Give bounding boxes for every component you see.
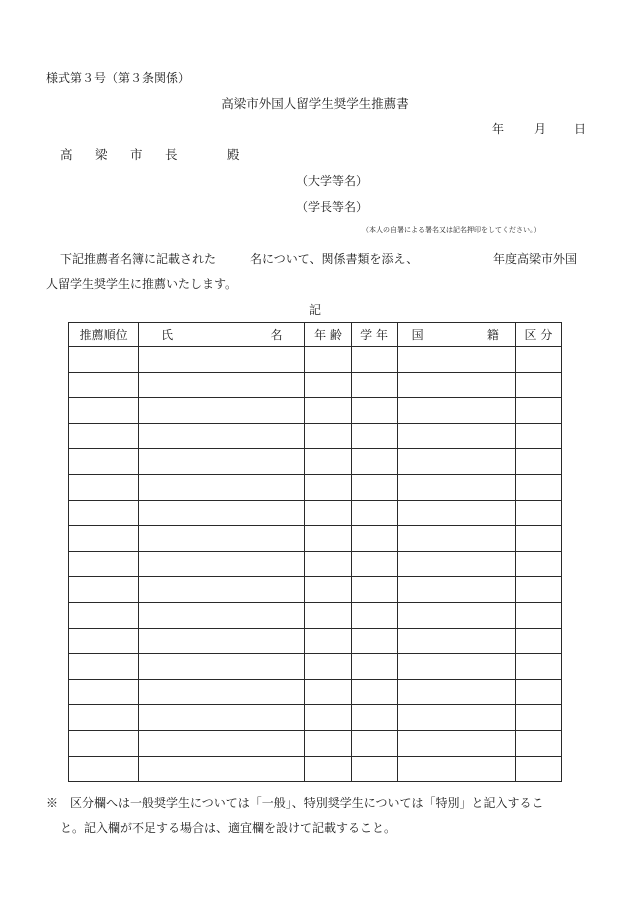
grade-cell[interactable] bbox=[351, 730, 397, 756]
name-cell[interactable] bbox=[139, 628, 305, 654]
header-grade: 学 年 bbox=[351, 323, 397, 347]
age-cell[interactable] bbox=[305, 730, 351, 756]
grade-cell[interactable] bbox=[351, 423, 397, 449]
nationality-cell[interactable] bbox=[397, 705, 515, 731]
grade-cell[interactable] bbox=[351, 756, 397, 782]
table-header-row bbox=[69, 323, 562, 347]
table-row bbox=[69, 449, 562, 475]
grade-cell[interactable] bbox=[351, 679, 397, 705]
header-rank: 推薦順位 bbox=[69, 323, 139, 347]
grade-cell[interactable] bbox=[351, 449, 397, 475]
nationality-cell[interactable] bbox=[397, 756, 515, 782]
nationality-cell[interactable] bbox=[397, 398, 515, 424]
category-cell[interactable] bbox=[515, 474, 561, 500]
addressee-char: 市 bbox=[130, 147, 143, 162]
note-line-1: ※ 区分欄へは一般奨学生については「一般」、特別奨学生については「特別」と記入するこ bbox=[46, 796, 544, 810]
category-cell[interactable] bbox=[515, 679, 561, 705]
nationality-cell[interactable] bbox=[397, 347, 515, 373]
table-row bbox=[69, 577, 562, 603]
university-name-label: （大学等名） bbox=[296, 174, 369, 188]
body-line-1 bbox=[60, 251, 577, 267]
grade-cell[interactable] bbox=[351, 602, 397, 628]
date-year: 年 bbox=[492, 122, 505, 136]
grade-cell[interactable] bbox=[351, 654, 397, 680]
table-row bbox=[69, 628, 562, 654]
table-row bbox=[69, 474, 562, 500]
name-cell[interactable] bbox=[139, 679, 305, 705]
age-cell[interactable] bbox=[305, 577, 351, 603]
nationality-cell[interactable] bbox=[397, 577, 515, 603]
rank-cell[interactable] bbox=[69, 347, 139, 373]
grade-cell[interactable] bbox=[351, 347, 397, 373]
age-cell[interactable] bbox=[305, 398, 351, 424]
rank-cell[interactable] bbox=[69, 679, 139, 705]
name-cell[interactable] bbox=[139, 372, 305, 398]
body-line-2: 人留学生奨学生に推薦いたします。 bbox=[46, 277, 238, 291]
rank-cell[interactable] bbox=[69, 372, 139, 398]
grade-cell[interactable] bbox=[351, 372, 397, 398]
category-cell[interactable] bbox=[515, 347, 561, 373]
table-row bbox=[69, 654, 562, 680]
header-category: 区 分 bbox=[515, 323, 561, 347]
recommendation-table bbox=[68, 322, 562, 782]
table-row bbox=[69, 398, 562, 424]
signature-note: （本人の自署による署名又は記名押印をしてください。） bbox=[362, 226, 541, 234]
grade-cell[interactable] bbox=[351, 398, 397, 424]
rank-cell[interactable] bbox=[69, 654, 139, 680]
nationality-cell[interactable] bbox=[397, 628, 515, 654]
category-cell[interactable] bbox=[515, 730, 561, 756]
grade-cell[interactable] bbox=[351, 500, 397, 526]
addressee-char: 梁 bbox=[95, 147, 108, 162]
name-cell[interactable] bbox=[139, 756, 305, 782]
name-cell[interactable] bbox=[139, 347, 305, 373]
name-cell[interactable] bbox=[139, 423, 305, 449]
rank-cell[interactable] bbox=[69, 398, 139, 424]
table-row bbox=[69, 602, 562, 628]
grade-cell[interactable] bbox=[351, 526, 397, 552]
body-text-1: 下記推薦者名簿に記載された bbox=[60, 252, 217, 266]
table-row bbox=[69, 756, 562, 782]
name-cell[interactable] bbox=[139, 526, 305, 552]
rank-cell[interactable] bbox=[69, 551, 139, 577]
category-cell[interactable] bbox=[515, 577, 561, 603]
category-cell[interactable] bbox=[515, 602, 561, 628]
category-cell[interactable] bbox=[515, 372, 561, 398]
age-cell[interactable] bbox=[305, 347, 351, 373]
table-row bbox=[69, 730, 562, 756]
nationality-cell[interactable] bbox=[397, 449, 515, 475]
document-title: 高梁市外国人留学生奨学生推薦書 bbox=[221, 96, 409, 111]
grade-cell[interactable] bbox=[351, 705, 397, 731]
name-cell[interactable] bbox=[139, 730, 305, 756]
addressee-char: 長 bbox=[165, 147, 178, 162]
age-cell[interactable] bbox=[305, 500, 351, 526]
table-row bbox=[69, 500, 562, 526]
category-cell[interactable] bbox=[515, 756, 561, 782]
grade-cell[interactable] bbox=[351, 474, 397, 500]
age-cell[interactable] bbox=[305, 526, 351, 552]
header-name bbox=[139, 323, 305, 347]
category-cell[interactable] bbox=[515, 500, 561, 526]
header-nationality-part: 国 bbox=[411, 328, 424, 342]
header-nationality bbox=[397, 323, 515, 347]
form-number: 様式第３号（第３条関係） bbox=[46, 71, 191, 85]
name-cell[interactable] bbox=[139, 449, 305, 475]
age-cell[interactable] bbox=[305, 372, 351, 398]
category-cell[interactable] bbox=[515, 398, 561, 424]
age-cell[interactable] bbox=[305, 679, 351, 705]
category-cell[interactable] bbox=[515, 526, 561, 552]
nationality-cell[interactable] bbox=[397, 551, 515, 577]
rank-cell[interactable] bbox=[69, 449, 139, 475]
header-nationality-part: 籍 bbox=[486, 328, 499, 342]
category-cell[interactable] bbox=[515, 551, 561, 577]
header-name-part: 氏 bbox=[161, 328, 174, 342]
age-cell[interactable] bbox=[305, 654, 351, 680]
age-cell[interactable] bbox=[305, 756, 351, 782]
age-cell[interactable] bbox=[305, 628, 351, 654]
nationality-cell[interactable] bbox=[397, 500, 515, 526]
category-cell[interactable] bbox=[515, 449, 561, 475]
category-cell[interactable] bbox=[515, 705, 561, 731]
age-cell[interactable] bbox=[305, 551, 351, 577]
nationality-cell[interactable] bbox=[397, 730, 515, 756]
table-row bbox=[69, 551, 562, 577]
grade-cell[interactable] bbox=[351, 551, 397, 577]
rank-cell[interactable] bbox=[69, 756, 139, 782]
name-cell[interactable] bbox=[139, 500, 305, 526]
addressee-char: 高 bbox=[60, 147, 73, 162]
rank-cell[interactable] bbox=[69, 628, 139, 654]
table-row bbox=[69, 347, 562, 373]
addressee-honorific: 殿 bbox=[227, 147, 240, 162]
age-cell[interactable] bbox=[305, 449, 351, 475]
table-row bbox=[69, 705, 562, 731]
age-cell[interactable] bbox=[305, 602, 351, 628]
nationality-cell[interactable] bbox=[397, 654, 515, 680]
header-age: 年 齢 bbox=[305, 323, 351, 347]
nationality-cell[interactable] bbox=[397, 474, 515, 500]
grade-cell[interactable] bbox=[351, 577, 397, 603]
category-cell[interactable] bbox=[515, 654, 561, 680]
name-cell[interactable] bbox=[139, 398, 305, 424]
table-row bbox=[69, 526, 562, 552]
name-cell[interactable] bbox=[139, 654, 305, 680]
body-text-3: 年度高梁市外国 bbox=[493, 252, 578, 266]
date-month: 月 bbox=[534, 122, 547, 136]
category-cell[interactable] bbox=[515, 423, 561, 449]
table-row bbox=[69, 679, 562, 705]
nationality-cell[interactable] bbox=[397, 372, 515, 398]
rank-cell[interactable] bbox=[69, 500, 139, 526]
rank-cell[interactable] bbox=[69, 577, 139, 603]
nationality-cell[interactable] bbox=[397, 526, 515, 552]
body-text-2: 名について、関係書類を添え、 bbox=[250, 252, 419, 266]
president-name-label: （学長等名） bbox=[296, 200, 369, 214]
age-cell[interactable] bbox=[305, 474, 351, 500]
rank-cell[interactable] bbox=[69, 474, 139, 500]
age-cell[interactable] bbox=[305, 423, 351, 449]
table-row bbox=[69, 423, 562, 449]
nationality-cell[interactable] bbox=[397, 679, 515, 705]
grade-cell[interactable] bbox=[351, 628, 397, 654]
addressee bbox=[60, 147, 240, 163]
rank-cell[interactable] bbox=[69, 705, 139, 731]
note-line-2: と。記入欄が不足する場合は、適宜欄を設けて記載すること。 bbox=[60, 821, 397, 835]
nationality-cell[interactable] bbox=[397, 602, 515, 628]
rank-cell[interactable] bbox=[69, 602, 139, 628]
age-cell[interactable] bbox=[305, 705, 351, 731]
rank-cell[interactable] bbox=[69, 730, 139, 756]
rank-cell[interactable] bbox=[69, 526, 139, 552]
table-row bbox=[69, 372, 562, 398]
name-cell[interactable] bbox=[139, 705, 305, 731]
rank-cell[interactable] bbox=[69, 423, 139, 449]
name-cell[interactable] bbox=[139, 474, 305, 500]
nationality-cell[interactable] bbox=[397, 423, 515, 449]
name-cell[interactable] bbox=[139, 551, 305, 577]
date-day: 日 bbox=[574, 122, 587, 136]
ki-marker: 記 bbox=[308, 303, 321, 317]
name-cell[interactable] bbox=[139, 577, 305, 603]
date-line bbox=[492, 121, 586, 137]
name-cell[interactable] bbox=[139, 602, 305, 628]
category-cell[interactable] bbox=[515, 628, 561, 654]
header-name-part: 名 bbox=[270, 328, 283, 342]
